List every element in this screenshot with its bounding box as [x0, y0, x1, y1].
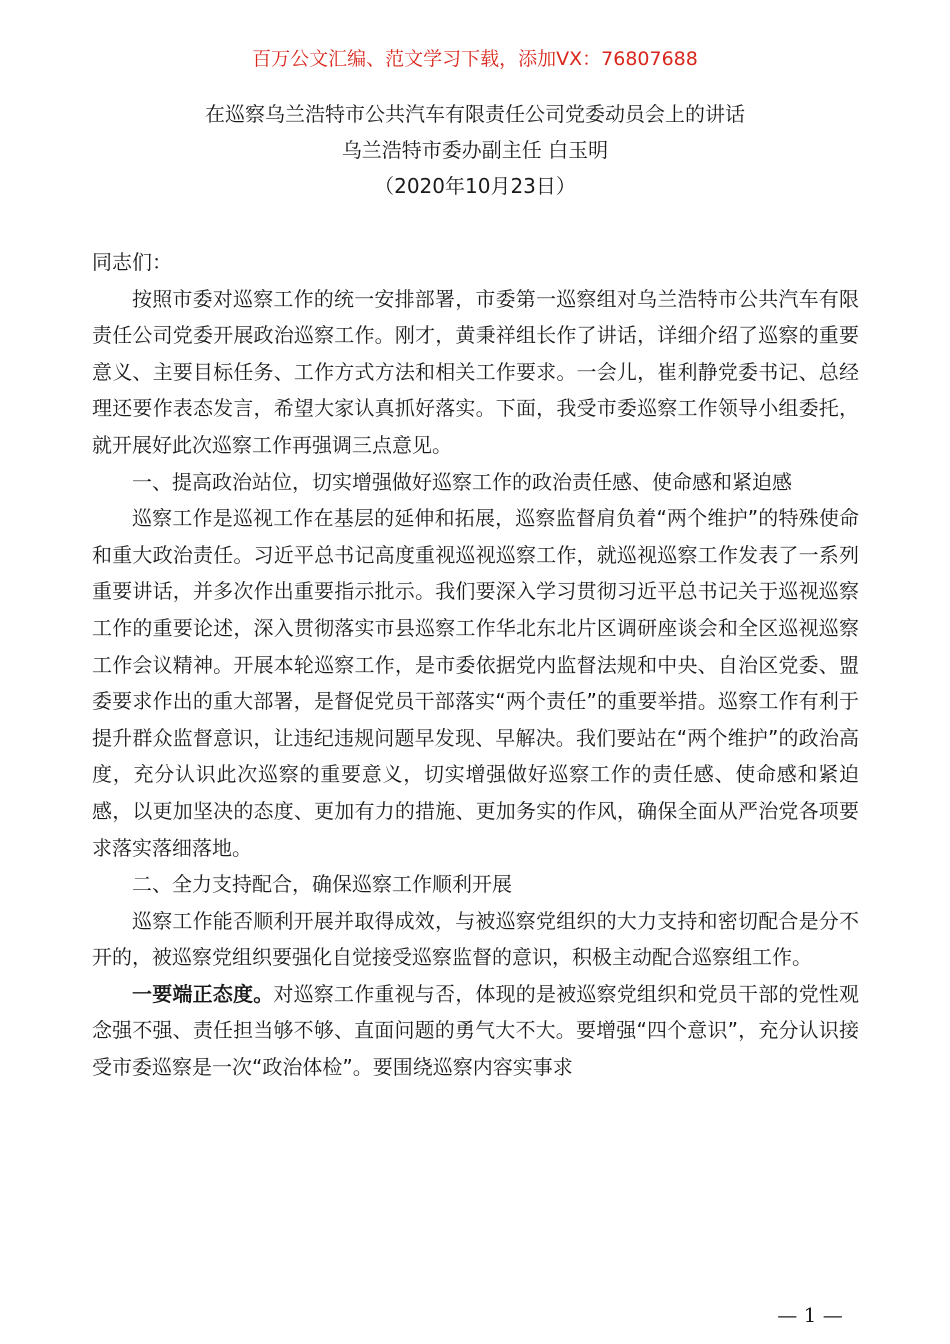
document-title: 在巡察乌兰浩特市公共汽车有限责任公司党委动员会上的讲话	[205, 102, 745, 126]
point-1-lead: 一要端正态度。	[132, 981, 274, 1006]
paragraph-intro: 按照市委对巡察工作的统一安排部署，市委第一巡察组对乌兰浩特市公共汽车有限责任公司党委开展政治巡察工作。刚才，黄秉祥组长作了讲话，详细介绍了巡察的重要意义、主要目标任务、工作方式方法和相关工作要求。一会儿，崔利静党委书记、总经理还要作表态发言，希望大家认真抓好落实。下面，我受市委巡察工作领导小组委托，就开展好此次巡察工作再强调三点意见。	[92, 286, 859, 457]
page-number: — 1 —	[777, 1303, 843, 1327]
section-heading-1: 一、提高政治站位，切实增强做好巡察工作的政治责任感、使命感和紧迫感	[132, 469, 792, 494]
section-heading-2: 二、全力支持配合，确保巡察工作顺利开展	[132, 872, 512, 897]
greeting: 同志们：	[92, 250, 172, 274]
point-1-text: 对巡察工作重视与否，体现的是被巡察党组织和党员干部的党性观念强不强、责任担当够不够、直面问题的勇气大不大。要增强“四个意识”，充分认识接受市委巡察是一次“政治体检”。要围绕巡察内容实事求	[92, 981, 860, 1080]
paragraph-section-1: 巡察工作是巡视工作在基层的延伸和拓展，巡察监督肩负着“两个维护”的特殊使命和重大政治责任。习近平总书记高度重视巡视巡察工作，就巡视巡察工作发表了一系列重要讲话，并多次作出重要指示批示。我们要深入学习贯彻习近平总书记关于巡视巡察工作的重要论述，深入贯彻落实市县巡察工作华北东北片区调研座谈会和全区巡视巡察工作会议精神。开展本轮巡察工作，是市委依据党内监督法规和中央、自治区党委、盟委要求作出的重大部署，是督促党员干部落实“两个责任”的重要举措。巡察工作有利于提升群众监督意识，让违纪违规问题早发现、早解决。我们要站在“两个维护”的政治高度，充分认识此次巡察的重要意义，切实增强做好巡察工作的责任感、使命感和紧迫感，以更加坚决的态度、更加有力的措施、更加务实的作风，确保全面从严治党各项要求落实落细落地。	[92, 506, 859, 860]
paragraph-point-1	[92, 976, 859, 1086]
document-author: 乌兰浩特市委办副主任 白玉明	[341, 138, 609, 162]
watermark-banner: 百万公文汇编、范文学习下载，添加VX：76807688	[252, 48, 698, 70]
paragraph-section-2: 巡察工作能否顺利开展并取得成效，与被巡察党组织的大力支持和密切配合是分不开的，被巡察党组织要强化自觉接受巡察监督的意识，积极主动配合巡察组工作。	[92, 908, 859, 970]
document-header	[0, 96, 950, 204]
document-body	[92, 244, 859, 1086]
document-date: （2020年10月23日）	[374, 174, 576, 198]
